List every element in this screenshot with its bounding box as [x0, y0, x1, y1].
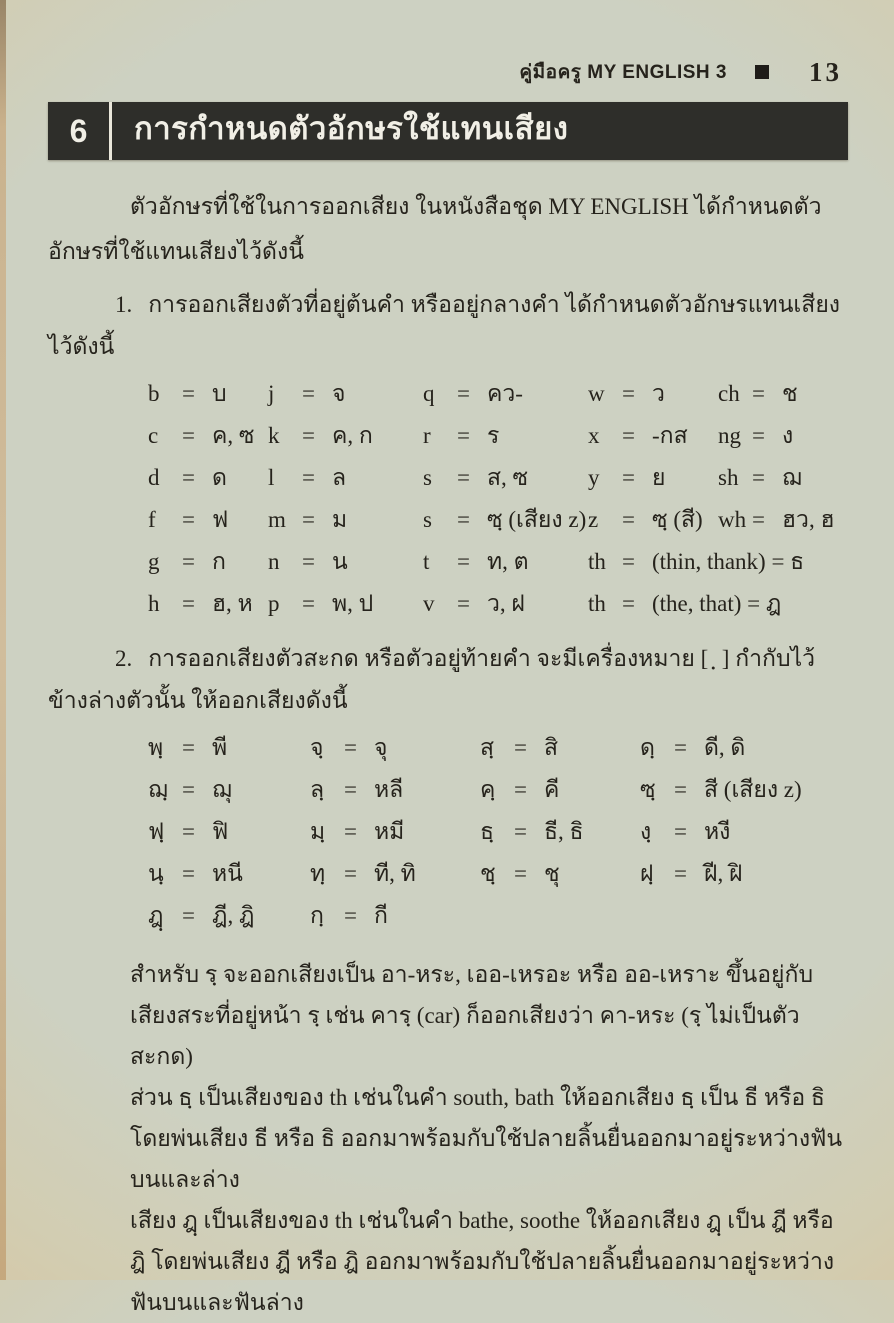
sound-key: จฺ: [310, 735, 324, 760]
equals-sign: =: [302, 591, 315, 616]
sound-value: บ: [212, 381, 227, 406]
sound-value: ฌุ: [212, 777, 232, 802]
sound-mapping-cell: [718, 502, 854, 538]
sound-row: [148, 418, 854, 460]
sound-row: [148, 856, 854, 898]
sound-key: p: [268, 591, 280, 616]
sound-mapping-cell: [480, 772, 640, 808]
sound-key: ชฺ: [480, 861, 496, 886]
sound-row: [148, 730, 854, 772]
sound-key: n: [268, 549, 280, 574]
equals-sign: =: [182, 819, 195, 844]
sound-value: ซฺ (สี): [652, 507, 703, 532]
sound-key: s: [423, 507, 432, 532]
intro-paragraph: ตัวอักษรที่ใช้ในการออกเสียง ในหนังสือชุด MY ENGLISH ได้กำหนดตัวอักษรที่ใช้แทนเสียงไว้ดังนี้: [48, 194, 822, 264]
sound-value: น: [332, 549, 348, 574]
sound-mapping-cell: [148, 376, 268, 412]
sound-value: ช: [782, 381, 798, 406]
running-head: [48, 56, 842, 88]
sound-key: x: [588, 423, 600, 448]
sound-key: พฺ: [148, 735, 164, 760]
sound-mapping-cell: [148, 856, 310, 892]
sound-value: ว: [652, 381, 665, 406]
equals-sign: =: [752, 423, 765, 448]
item-1-number: 1.: [115, 292, 133, 317]
equals-sign: =: [182, 381, 195, 406]
sound-key: ดฺ: [640, 735, 655, 760]
note-paragraph-3: เสียง ฎฺ เป็นเสียงของ th เช่นในคำ bathe, soothe ให้ออกเสียง ฎฺ เป็น ฎี หรือ ฎิ โดยพ่นเสียง ฎี หรือ ฎิ ออกมาพร้อมกับใช้ปลายลิ้นยื่นออกมาอยู่ระหว่างฟันบนและฟันล่าง: [130, 1208, 835, 1315]
sound-mapping-cell: [718, 418, 854, 454]
equals-sign: =: [514, 777, 527, 802]
sound-mapping-cell: [423, 376, 588, 412]
sound-row: [148, 544, 854, 586]
item-2-number: 2.: [115, 646, 133, 671]
sound-mapping-cell: [148, 502, 268, 538]
sound-mapping-cell: [268, 544, 423, 580]
equals-sign: =: [182, 423, 195, 448]
equals-sign: =: [302, 381, 315, 406]
sound-mapping-cell: [423, 502, 588, 538]
sound-key: w: [588, 381, 605, 406]
sound-mapping-cell: [588, 544, 854, 580]
section-title: การกำหนดตัวอักษรใช้แทนเสียง: [134, 111, 569, 146]
sound-mapping-cell: [268, 460, 423, 496]
sound-value: ฝี, ฝิ: [704, 861, 743, 886]
equals-sign: =: [182, 465, 195, 490]
sound-mapping-cell: [268, 376, 423, 412]
sound-value: คี: [544, 777, 560, 802]
sound-row: [148, 814, 854, 856]
sound-mapping-cell: [640, 814, 854, 850]
sound-value: สี (เสียง z): [704, 777, 802, 802]
sound-value: ชุ: [544, 861, 560, 886]
sound-value: ฎี, ฎิ: [212, 903, 255, 928]
sound-mapping-cell: [718, 460, 854, 496]
sound-value: ย: [652, 465, 666, 490]
equals-sign: =: [182, 549, 195, 574]
sound-key: ng: [718, 423, 741, 448]
equals-sign: =: [752, 381, 765, 406]
sound-key: b: [148, 381, 160, 406]
item-1-paragraph: [48, 284, 854, 368]
sound-key: ลฺ: [310, 777, 325, 802]
sound-mapping-cell: [268, 586, 423, 622]
sound-value: กี: [374, 903, 388, 928]
sound-mapping-cell: [148, 772, 310, 808]
section-number: 6: [48, 102, 112, 160]
sound-key: ฌฺ: [148, 777, 168, 802]
final-sound-table: [148, 730, 854, 940]
sound-key: กฺ: [310, 903, 324, 928]
sound-value: ดี, ดิ: [704, 735, 746, 760]
sound-value: หงี: [704, 819, 731, 844]
equals-sign: =: [457, 591, 470, 616]
sound-key: v: [423, 591, 435, 616]
section-banner: [48, 102, 848, 160]
equals-sign: =: [344, 777, 357, 802]
equals-sign: =: [674, 861, 687, 886]
sound-value: ที, ทิ: [374, 861, 416, 886]
sound-value: ม: [332, 507, 348, 532]
equals-sign: =: [514, 819, 527, 844]
equals-sign: =: [182, 507, 195, 532]
sound-key: ทฺ: [310, 861, 326, 886]
sound-key: t: [423, 549, 430, 574]
sound-key: z: [588, 507, 599, 532]
sound-value: ส, ซ: [487, 465, 529, 490]
equals-sign: =: [182, 903, 195, 928]
sound-key: f: [148, 507, 156, 532]
equals-sign: =: [302, 507, 315, 532]
sound-key: wh: [718, 507, 747, 532]
sound-value: ค, ซ: [212, 423, 255, 448]
sound-value: พี: [212, 735, 228, 760]
sound-value: ก: [212, 549, 226, 574]
equals-sign: =: [674, 819, 687, 844]
note-paragraph-2: ส่วน ธฺ เป็นเสียงของ th เช่นในคำ south, bath ให้ออกเสียง ธฺ เป็น ธี หรือ ธิ โดยพ่นเสียง ธี หรือ ธิ ออกมาพร้อมกับใช้ปลายลิ้นยื่นออกมาอยู่ระหว่างฟันบนและล่าง: [130, 1085, 843, 1192]
sound-mapping-cell: [148, 418, 268, 454]
sound-key: th: [588, 591, 606, 616]
sound-mapping-cell: [423, 586, 588, 622]
equals-sign: =: [182, 591, 195, 616]
sound-key: j: [268, 381, 275, 406]
sound-mapping-cell: [640, 772, 854, 808]
equals-sign: =: [457, 507, 470, 532]
sound-mapping-cell: [588, 460, 718, 496]
sound-value: จ: [332, 381, 346, 406]
equals-sign: =: [302, 423, 315, 448]
sound-value: ซฺ (เสียง z): [487, 507, 587, 532]
sound-key: คฺ: [480, 777, 496, 802]
equals-sign: =: [674, 735, 687, 760]
sound-value: ฟ: [212, 507, 229, 532]
sound-value: ด: [212, 465, 227, 490]
sound-mapping-cell: [148, 730, 310, 766]
sound-value: ฮ, ห: [212, 591, 253, 616]
sound-value: จุ: [374, 735, 388, 760]
sound-mapping-cell: [148, 814, 310, 850]
equals-sign: =: [514, 735, 527, 760]
equals-sign: =: [674, 777, 687, 802]
sound-key: ฟฺ: [148, 819, 165, 844]
sound-value: ฮว, ฮ: [782, 507, 835, 532]
sound-key: มฺ: [310, 819, 326, 844]
sound-value: สิ: [544, 735, 559, 760]
sound-row: [148, 586, 854, 628]
item-2-text: การออกเสียงตัวสะกด หรือตัวอยู่ท้ายคำ จะมีเครื่องหมาย [ ฺ ] กำกับไว้ข้างล่างตัวนั้น ให้ออกเสียงดังนี้: [48, 646, 816, 713]
equals-sign: =: [622, 465, 635, 490]
sound-value: ว, ฝ: [487, 591, 525, 616]
sound-key: sh: [718, 465, 739, 490]
sound-mapping-cell: [310, 856, 480, 892]
sound-key: ฝฺ: [640, 861, 654, 886]
initial-sound-table: [148, 376, 854, 628]
sound-mapping-cell: [588, 418, 718, 454]
sound-value: พ, ป: [332, 591, 374, 616]
equals-sign: =: [622, 591, 635, 616]
equals-sign: =: [457, 423, 470, 448]
sound-value: หลี: [374, 777, 404, 802]
sound-mapping-cell: [423, 418, 588, 454]
equals-sign: =: [622, 381, 635, 406]
equals-sign: =: [622, 507, 635, 532]
sound-value: (the, that) = ฎ: [652, 591, 782, 616]
note-paragraph-1: สำหรับ รฺ จะออกเสียงเป็น อา-หระ, เออ-เหรอะ หรือ ออ-เหราะ ขึ้นอยู่กับเสียงสระที่อยู่หน้า รฺ เช่น คารฺ (car) ก็ออกเสียงว่า คา-หระ (รฺ ไม่เป็นตัวสะกด): [130, 962, 814, 1069]
sound-key: ch: [718, 381, 740, 406]
equals-sign: =: [514, 861, 527, 886]
sound-key: m: [268, 507, 286, 532]
equals-sign: =: [302, 549, 315, 574]
sound-mapping-cell: [423, 460, 588, 496]
sound-key: สฺ: [480, 735, 495, 760]
sound-mapping-cell: [148, 586, 268, 622]
equals-sign: =: [344, 903, 357, 928]
sound-row: [148, 898, 854, 940]
sound-key: y: [588, 465, 600, 490]
sound-mapping-cell: [148, 898, 310, 934]
equals-sign: =: [344, 861, 357, 886]
item-2-paragraph: [48, 638, 854, 722]
equals-sign: =: [344, 819, 357, 844]
sound-row: [148, 502, 854, 544]
sound-key: s: [423, 465, 432, 490]
sound-key: d: [148, 465, 160, 490]
sound-key: l: [268, 465, 275, 490]
sound-value: ล: [332, 465, 347, 490]
sound-value: ร: [487, 423, 500, 448]
sound-mapping-cell: [480, 814, 640, 850]
notes-block: [130, 954, 854, 1323]
sound-key: ซฺ: [640, 777, 656, 802]
sound-mapping-cell: [148, 460, 268, 496]
sound-mapping-cell: [310, 772, 480, 808]
sound-mapping-cell: [640, 856, 854, 892]
black-square-icon: [755, 65, 769, 79]
sound-mapping-cell: [268, 502, 423, 538]
sound-mapping-cell: [423, 544, 588, 580]
sound-mapping-cell: [148, 544, 268, 580]
equals-sign: =: [182, 861, 195, 886]
sound-mapping-cell: [480, 856, 640, 892]
sound-mapping-cell: [310, 730, 480, 766]
sound-key: นฺ: [148, 861, 164, 886]
sound-key: r: [423, 423, 431, 448]
sound-key: k: [268, 423, 280, 448]
sound-key: งฺ: [640, 819, 652, 844]
sound-value: (thin, thank) = ธ: [652, 549, 805, 574]
sound-key: ฎฺ: [148, 903, 164, 928]
sound-key: th: [588, 549, 606, 574]
sound-value: -กส: [652, 423, 688, 448]
equals-sign: =: [182, 735, 195, 760]
page-number: 13: [809, 56, 842, 87]
sound-value: ค, ก: [332, 423, 373, 448]
sound-value: ท, ต: [487, 549, 529, 574]
sound-key: h: [148, 591, 160, 616]
sound-value: ง: [782, 423, 794, 448]
equals-sign: =: [622, 549, 635, 574]
sound-mapping-cell: [480, 730, 640, 766]
sound-row: [148, 376, 854, 418]
sound-row: [148, 460, 854, 502]
running-head-title: คู่มือครู MY ENGLISH 3: [519, 62, 727, 83]
sound-mapping-cell: [310, 814, 480, 850]
item-1-text: การออกเสียงตัวที่อยู่ต้นคำ หรืออยู่กลางคำ ได้กำหนดตัวอักษรแทนเสียงไว้ดังนี้: [48, 292, 841, 359]
sound-key: g: [148, 549, 160, 574]
equals-sign: =: [302, 465, 315, 490]
sound-mapping-cell: [718, 376, 854, 412]
sound-mapping-cell: [268, 418, 423, 454]
sound-value: ฌ: [782, 465, 802, 490]
sound-mapping-cell: [310, 898, 480, 934]
equals-sign: =: [752, 507, 765, 532]
equals-sign: =: [457, 549, 470, 574]
equals-sign: =: [457, 381, 470, 406]
sound-key: q: [423, 381, 435, 406]
sound-mapping-cell: [640, 730, 854, 766]
sound-value: คว-: [487, 381, 523, 406]
sound-key: ธฺ: [480, 819, 495, 844]
sound-value: หนี: [212, 861, 243, 886]
sound-value: หมี: [374, 819, 405, 844]
sound-value: ฟิ: [212, 819, 229, 844]
equals-sign: =: [622, 423, 635, 448]
sound-key: c: [148, 423, 159, 448]
equals-sign: =: [752, 465, 765, 490]
sound-mapping-cell: [588, 502, 718, 538]
equals-sign: =: [457, 465, 470, 490]
sound-mapping-cell: [588, 376, 718, 412]
equals-sign: =: [182, 777, 195, 802]
sound-value: ธี, ธิ: [544, 819, 584, 844]
sound-row: [148, 772, 854, 814]
equals-sign: =: [344, 735, 357, 760]
sound-mapping-cell: [588, 586, 854, 622]
